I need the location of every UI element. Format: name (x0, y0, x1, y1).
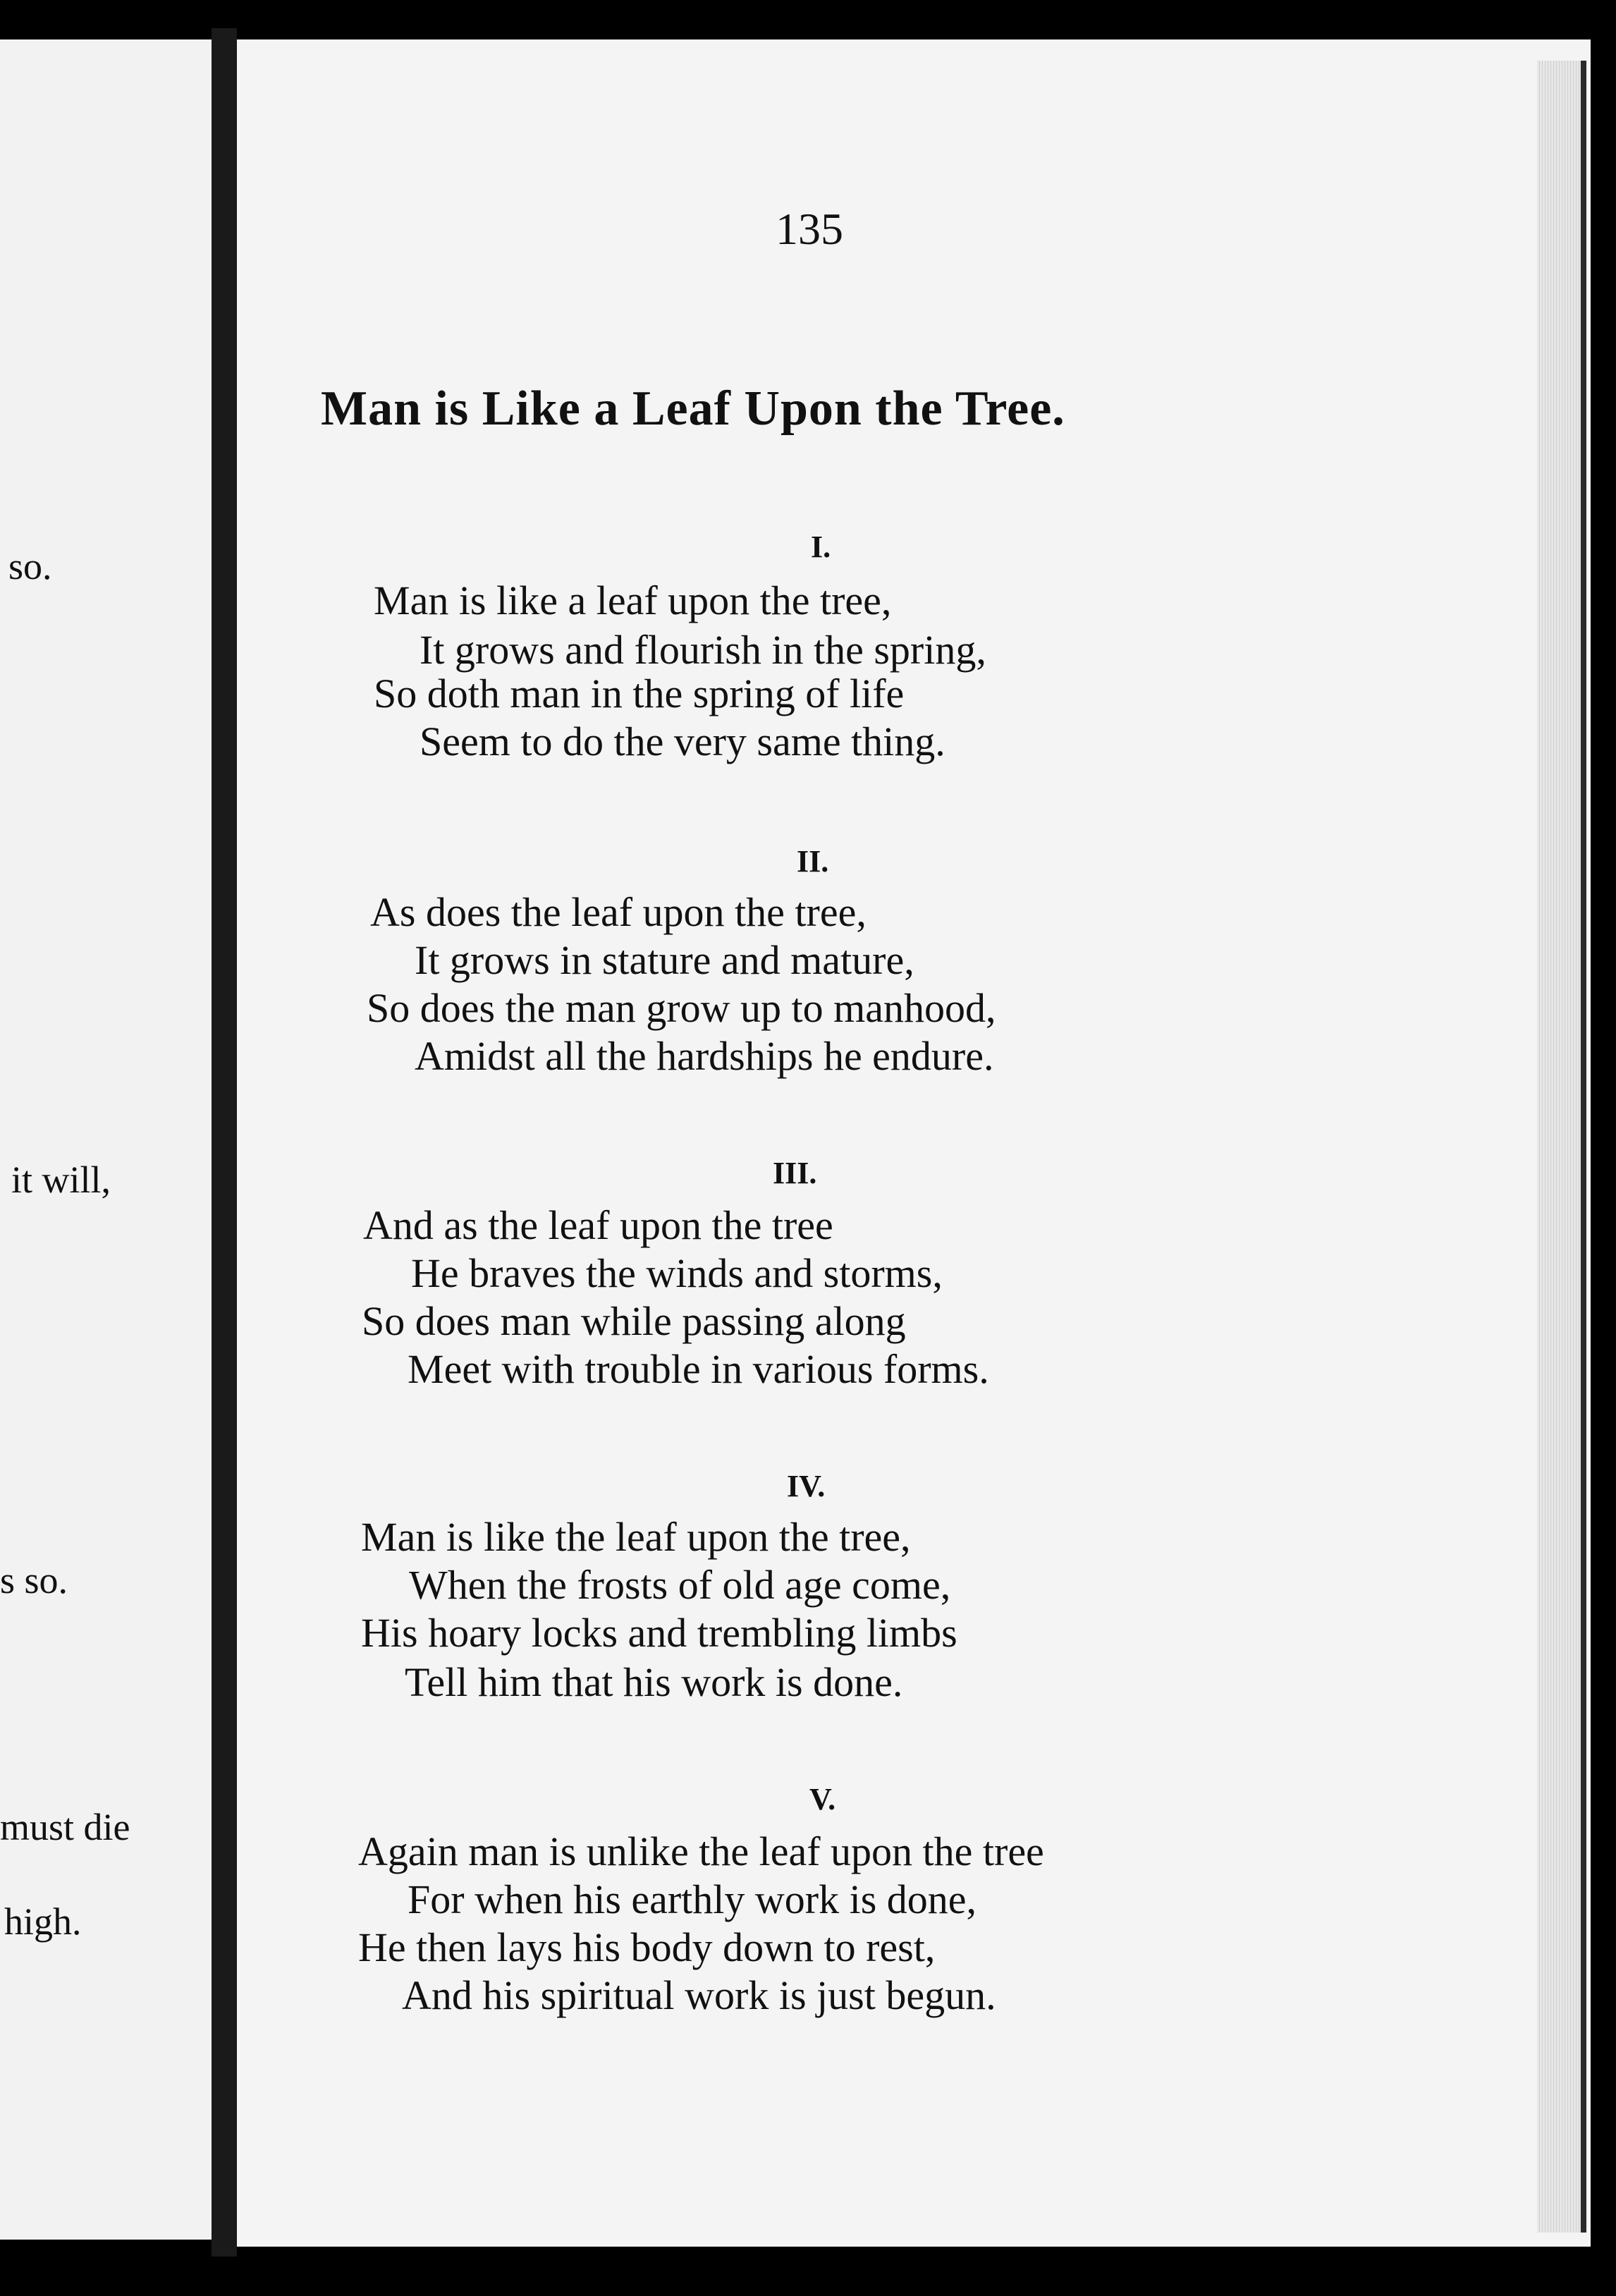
page-number: 135 (776, 204, 843, 254)
stanza-numeral: II. (797, 844, 829, 879)
poem-line: He then lays his body down to rest, (358, 1924, 936, 1970)
left-page-fragment: s so. (0, 1559, 68, 1601)
page-gutter (212, 28, 237, 2257)
poem-line: So does man while passing along (362, 1298, 906, 1344)
stanza-numeral: IV. (787, 1469, 826, 1503)
poem-line: His hoary locks and trembling limbs (361, 1610, 957, 1656)
poem-line: It grows and flourish in the spring, (420, 627, 986, 673)
poem-line: He braves the winds and storms, (411, 1250, 943, 1296)
left-page-fragment: must die (0, 1806, 130, 1848)
poem-line: Tell him that his work is done. (405, 1659, 903, 1705)
stanza-numeral: V. (809, 1782, 836, 1816)
poem-line: Amidst all the hardships he endure. (415, 1033, 994, 1079)
poem-line: So doth man in the spring of life (374, 671, 905, 716)
page-stack-shadow (1581, 61, 1586, 2233)
left-page-fragment: high. (4, 1900, 82, 1943)
poem-line: So does the man grow up to manhood, (367, 985, 996, 1031)
left-page-fragment: it will, (11, 1159, 111, 1201)
poem-title: Man is Like a Leaf Upon the Tree. (321, 381, 1065, 436)
poem-line: When the frosts of old age come, (409, 1562, 951, 1608)
poem-line: Meet with trouble in various forms. (408, 1346, 989, 1392)
poem-line: Again man is unlike the leaf upon the tree (358, 1828, 1044, 1874)
poem-line: Man is like a leaf upon the tree, (374, 578, 892, 623)
page-stack-edge (1537, 61, 1581, 2233)
poem-line: And his spiritual work is just begun. (402, 1972, 996, 2018)
poem-line: Seem to do the very same thing. (420, 719, 945, 764)
poem-line: And as the leaf upon the tree (363, 1202, 833, 1248)
stanza-numeral: I. (811, 530, 831, 564)
poem-line: For when his earthly work is done, (408, 1876, 977, 1922)
stanza-numeral: III. (773, 1156, 817, 1190)
left-page-fragment: so. (8, 545, 52, 587)
poem-line: As does the leaf upon the tree, (370, 889, 867, 935)
poem-line: Man is like the leaf upon the tree, (361, 1514, 911, 1560)
poem-line: It grows in stature and mature, (415, 937, 914, 983)
